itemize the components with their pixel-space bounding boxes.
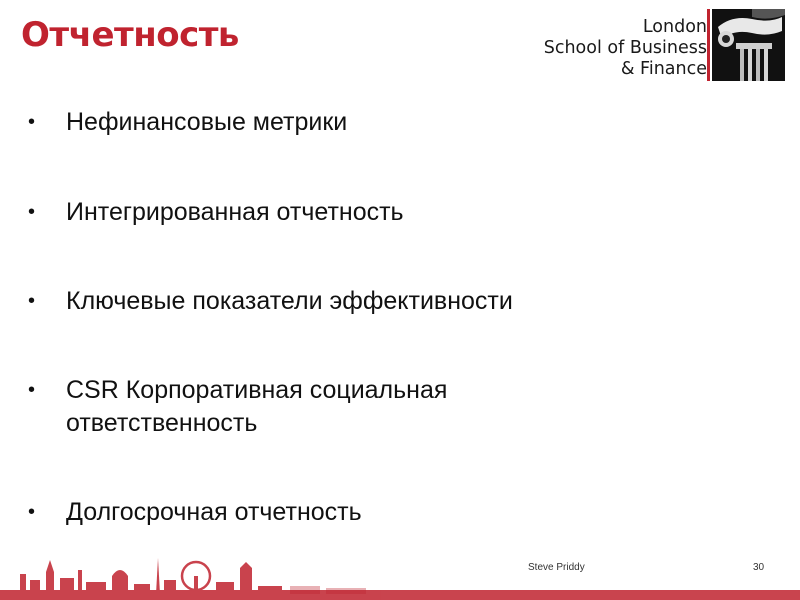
school-logo (543, 5, 795, 85)
logo-divider (707, 9, 710, 81)
logo-line-3: & Finance (620, 59, 707, 79)
bullet-marker: • (28, 379, 36, 401)
bullet-text: Нефинансовые метрики (66, 108, 348, 136)
logo-wordmark (544, 17, 707, 80)
page-number: 30 (753, 562, 765, 573)
bullet-text: Ключевые показатели эффективности (66, 287, 513, 315)
slide-title: Отчетность (21, 15, 239, 55)
bullet-marker: • (28, 111, 36, 133)
london-skyline-icon (0, 552, 800, 600)
bullet-text: Долгосрочная отчетность (66, 498, 362, 526)
bullet-marker: • (28, 501, 36, 523)
bullet-text: CSR Корпоративная социальная ответственность (66, 376, 448, 437)
logo-line-1: London (642, 17, 707, 37)
footer-author: Steve Priddy (528, 562, 585, 573)
bullet-marker: • (28, 201, 36, 223)
column-capital-icon (712, 9, 785, 81)
bullet-marker: • (28, 290, 36, 312)
logo-line-2: School of Business (543, 38, 707, 58)
bullet-text: Интегрированная отчетность (66, 198, 404, 226)
